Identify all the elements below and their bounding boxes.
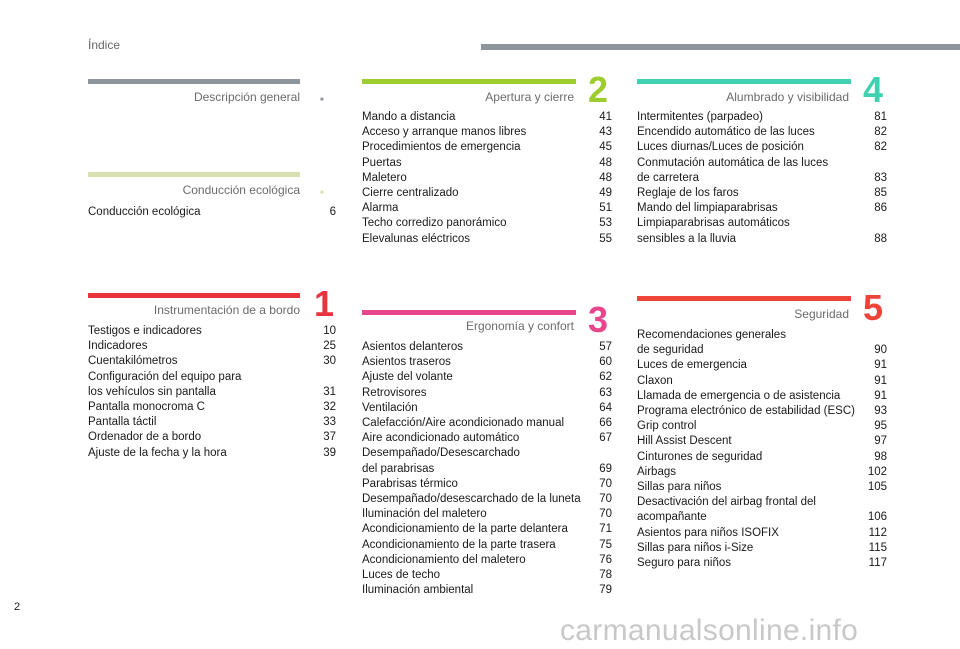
toc-entry[interactable]: [362, 507, 612, 522]
toc-entry-label: Maletero: [362, 171, 407, 184]
toc-entry-label: Programa electrónico de estabilidad (ESC): [637, 405, 855, 418]
toc-entry-page: 117: [868, 557, 887, 570]
toc-entry-label: Ventilación: [362, 401, 418, 414]
section-title-apertura: Apertura y cierre: [485, 90, 574, 104]
entries-ergonomia: [362, 340, 612, 598]
toc-entry-page: 60: [599, 356, 612, 369]
toc-entry[interactable]: [637, 358, 887, 373]
section-bar-instrumentacion: [88, 293, 300, 298]
toc-entry-page: 105: [867, 481, 887, 494]
toc-entry-page: 75: [599, 538, 612, 551]
toc-entry[interactable]: [362, 201, 612, 216]
toc-entry-label: Cuentakilómetros: [88, 355, 178, 368]
toc-entry[interactable]: [637, 110, 887, 125]
toc-entry[interactable]: [637, 526, 887, 541]
toc-entry-page: 97: [874, 435, 887, 448]
toc-entry[interactable]: [362, 522, 612, 537]
toc-entry[interactable]: [637, 434, 887, 449]
toc-entry-page: 41: [599, 111, 612, 123]
toc-entry-label: Acondicionamiento de la parte delantera: [362, 523, 568, 536]
toc-entry-page: 86: [874, 202, 887, 215]
watermark: carmanualsonline.info: [560, 614, 859, 647]
toc-entry[interactable]: [88, 324, 336, 339]
toc-entry-page: 30: [323, 355, 336, 368]
toc-entry[interactable]: [88, 339, 336, 354]
toc-entry-label: Parabrisas térmico: [362, 477, 458, 490]
toc-entry-label: Sillas para niños: [637, 481, 722, 494]
toc-entry[interactable]: [637, 419, 887, 434]
toc-entry-page: 6: [329, 206, 336, 218]
section-number-ergonomia: 3: [588, 299, 609, 340]
toc-entry-page: 93: [874, 405, 887, 418]
toc-entry-page: 102: [867, 465, 887, 478]
toc-entry-label: Asientos para niños ISOFIX: [637, 526, 779, 539]
toc-entry[interactable]: [362, 125, 612, 140]
toc-entry[interactable]: [637, 389, 887, 404]
toc-entry-page: 57: [599, 341, 612, 353]
toc-entry[interactable]: [362, 446, 612, 476]
toc-entry-label: Llamada de emergencia o de asistencia: [637, 389, 841, 402]
toc-entry-label: Ordenador de a bordo: [88, 431, 202, 444]
toc-entry-page: 81: [874, 111, 887, 123]
toc-entry[interactable]: [362, 386, 612, 401]
toc-entry-page: 43: [599, 126, 612, 139]
toc-entry[interactable]: [88, 415, 336, 430]
toc-entry-label: Desempañado/desescarchado de la luneta: [362, 493, 581, 506]
toc-entry-page: 112: [868, 526, 887, 539]
toc-entry-page: 91: [874, 374, 887, 387]
toc-entry-page: 79: [599, 584, 612, 597]
toc-entry-page: 78: [599, 569, 612, 582]
toc-entry-page: 70: [599, 508, 612, 521]
toc-entry-label: Asientos delanteros: [362, 341, 464, 353]
toc-entry[interactable]: [362, 110, 612, 125]
toc-entry-label: Limpiaparabrisas automáticos sensibles a la lluvia: [637, 217, 790, 245]
toc-entry-page: 66: [599, 417, 612, 430]
toc-entry[interactable]: [362, 583, 612, 598]
toc-entry-page: 76: [599, 553, 612, 566]
toc-entry-label: Ajuste de la fecha y la hora: [88, 446, 227, 459]
section-number-seguridad: 5: [863, 287, 884, 328]
toc-entry-label: Sillas para niños i-Size: [637, 541, 754, 554]
toc-entry[interactable]: [362, 431, 612, 446]
toc-entry-page: 37: [323, 431, 336, 444]
toc-entry-label: Testigos e indicadores: [88, 325, 202, 337]
section-title-conduccion: Conducción ecológica: [182, 183, 300, 197]
toc-entry[interactable]: [362, 232, 612, 247]
toc-entry-label: Elevalunas eléctricos: [362, 232, 471, 245]
section-marker-descripcion: ■: [320, 97, 324, 103]
toc-entry-label: Luces diurnas/Luces de posición: [637, 141, 804, 154]
toc-entry-label: Pantalla táctil: [88, 416, 157, 429]
toc-entry-label: Cierre centralizado: [362, 187, 459, 200]
section-bar-conduccion: [88, 172, 300, 177]
toc-entry[interactable]: [637, 404, 887, 419]
toc-entry-label: Acondicionamiento de la parte trasera: [362, 538, 556, 551]
toc-entry-label: Reglaje de los faros: [637, 187, 739, 200]
toc-entry-page: 88: [874, 232, 887, 245]
section-bar-descripcion: [88, 79, 300, 84]
toc-entry[interactable]: [362, 538, 612, 553]
toc-entry-label: Desempañado/Desescarchado del parabrisas: [362, 447, 520, 475]
toc-entry[interactable]: [362, 492, 612, 507]
section-marker-conduccion: ■: [320, 190, 324, 196]
toc-entry[interactable]: [362, 401, 612, 416]
toc-entry-page: 53: [599, 217, 612, 230]
section-title-seguridad: Seguridad: [794, 307, 849, 321]
toc-entry[interactable]: [362, 186, 612, 201]
toc-entry-page: 33: [323, 416, 336, 429]
section-bar-alumbrado: [637, 79, 851, 84]
toc-entry-page: 31: [323, 385, 336, 398]
toc-entry-label: Intermitentes (parpadeo): [637, 111, 763, 123]
toc-entry-label: Pantalla monocroma C: [88, 401, 205, 414]
toc-entry-label: Luces de emergencia: [637, 359, 747, 372]
toc-entry-page: 48: [599, 171, 612, 184]
toc-entry-label: Luces de techo: [362, 569, 441, 582]
toc-entry-page: 62: [599, 371, 612, 384]
toc-entry-label: Aire acondicionado automático: [362, 432, 520, 445]
section-title-instrumentacion: Instrumentación de a bordo: [153, 303, 300, 317]
toc-entry[interactable]: [88, 205, 336, 220]
toc-entry-label: Alarma: [362, 202, 399, 215]
section-number-apertura: 2: [588, 69, 609, 110]
section-bar-seguridad: [637, 296, 851, 301]
toc-entry-page: 10: [323, 325, 336, 337]
toc-entry-page: 63: [599, 386, 612, 399]
toc-entry[interactable]: [362, 156, 612, 171]
toc-entry-label: Conducción ecológica: [88, 206, 201, 218]
toc-entry-label: Cinturones de seguridad: [637, 450, 763, 463]
section-number-alumbrado: 4: [863, 69, 884, 110]
toc-entry-label: Ajuste del volante: [362, 371, 453, 384]
entries-conduccion: [88, 205, 336, 220]
section-number-instrumentacion: 1: [314, 283, 335, 324]
toc-entry-page: 83: [874, 171, 887, 184]
toc-entry-label: Conmutación automática de las luces de carretera: [637, 156, 829, 184]
toc-entry[interactable]: [362, 216, 612, 231]
toc-entry-label: Procedimientos de emergencia: [362, 141, 521, 154]
toc-entry-page: 45: [599, 141, 612, 154]
toc-entry-page: 90: [874, 344, 887, 357]
section-bar-apertura: [362, 79, 576, 84]
toc-entry-label: Acondicionamiento del maletero: [362, 553, 526, 566]
toc-entry[interactable]: [362, 355, 612, 370]
page-number: 2: [14, 601, 21, 613]
page-title: Índice: [88, 38, 121, 52]
toc-entry[interactable]: [88, 430, 336, 445]
toc-entry[interactable]: [637, 186, 887, 201]
toc-entry-page: 85: [874, 187, 887, 200]
section-bar-ergonomia: [362, 310, 576, 315]
section-title-ergonomia: Ergonomía y confort: [465, 319, 574, 333]
toc-entry-page: 69: [599, 462, 612, 475]
toc-entry[interactable]: [637, 140, 887, 155]
toc-entry-page: 82: [874, 141, 887, 154]
toc-entry-page: 25: [323, 340, 336, 353]
toc-entry-label: Indicadores: [88, 340, 148, 353]
toc-entry-label: Asientos traseros: [362, 356, 451, 369]
toc-entry-label: Desactivación del airbag frontal del acompañante: [637, 496, 816, 524]
toc-entry[interactable]: [362, 171, 612, 186]
toc-entry-label: Puertas: [362, 156, 402, 169]
toc-entry-label: Recomendaciones generales de seguridad: [637, 329, 786, 357]
header-bar: [481, 44, 960, 50]
toc-entry-label: Claxon: [637, 374, 673, 387]
entries-apertura: [362, 110, 612, 247]
section-title-descripcion: Descripción general: [193, 90, 300, 104]
toc-entry-label: Mando a distancia: [362, 111, 456, 123]
toc-entry-label: Iluminación del maletero: [362, 508, 487, 521]
toc-entry-label: Hill Assist Descent: [637, 435, 732, 448]
toc-entry[interactable]: [637, 465, 887, 480]
toc-entry[interactable]: [362, 340, 612, 355]
toc-entry[interactable]: [637, 156, 887, 186]
toc-entry-label: Calefacción/Aire acondicionado manual: [362, 417, 565, 430]
toc-entry[interactable]: [88, 354, 336, 369]
toc-entry[interactable]: [88, 400, 336, 415]
toc-entry-page: 55: [599, 232, 612, 245]
toc-entry-label: Grip control: [637, 420, 697, 433]
toc-entry-label: Encendido automático de las luces: [637, 126, 815, 139]
toc-entry-page: 98: [874, 450, 887, 463]
toc-entry[interactable]: [88, 446, 336, 461]
toc-entry-page: 91: [874, 389, 887, 402]
toc-entry-page: 64: [599, 401, 612, 414]
toc-entry-page: 49: [599, 187, 612, 200]
toc-entry[interactable]: [362, 140, 612, 155]
toc-entry-label: Mando del limpiaparabrisas: [637, 202, 778, 215]
toc-entry[interactable]: [637, 328, 887, 358]
toc-entry-page: 67: [599, 432, 612, 445]
toc-entry[interactable]: [637, 374, 887, 389]
toc-entry-label: Seguro para niños: [637, 557, 731, 570]
entries-seguridad: [637, 328, 887, 571]
toc-entry[interactable]: [637, 556, 887, 571]
toc-entry-page: 32: [323, 401, 336, 414]
toc-entry[interactable]: [637, 201, 887, 216]
toc-entry[interactable]: [637, 541, 887, 556]
toc-entry-page: 39: [323, 446, 336, 459]
toc-entry-page: 70: [599, 493, 612, 506]
toc-entry-page: 51: [599, 202, 612, 215]
toc-entry[interactable]: [362, 370, 612, 385]
toc-entry[interactable]: [362, 568, 612, 583]
toc-entry-page: 106: [867, 511, 887, 524]
toc-entry-page: 82: [874, 126, 887, 139]
toc-entry[interactable]: [637, 450, 887, 465]
entries-alumbrado: [637, 110, 887, 247]
toc-entry[interactable]: [362, 477, 612, 492]
toc-entry[interactable]: [637, 495, 887, 525]
toc-entry-page: 71: [599, 523, 612, 536]
toc-entry[interactable]: [362, 553, 612, 568]
toc-entry-label: Techo corredizo panorámico: [362, 217, 507, 230]
toc-entry-label: Retrovisores: [362, 386, 427, 399]
toc-entry[interactable]: [637, 125, 887, 140]
section-title-alumbrado: Alumbrado y visibilidad: [726, 90, 849, 104]
toc-entry-page: 70: [599, 477, 612, 490]
toc-entry-label: Iluminación ambiental: [362, 584, 474, 597]
toc-entry[interactable]: [362, 416, 612, 431]
toc-entry-page: 48: [599, 156, 612, 169]
toc-entry[interactable]: [637, 480, 887, 495]
toc-entry-page: 91: [874, 359, 887, 372]
toc-entry-label: Acceso y arranque manos libres: [362, 126, 527, 139]
toc-entry[interactable]: [88, 370, 336, 400]
entries-instrumentacion: [88, 324, 336, 461]
toc-entry-page: 95: [874, 420, 887, 433]
toc-entry-label: Configuración del equipo para los vehículos sin pantalla: [88, 370, 242, 398]
toc-entry-label: Airbags: [637, 465, 676, 478]
toc-entry[interactable]: [637, 216, 887, 246]
toc-entry-page: 115: [868, 541, 887, 554]
